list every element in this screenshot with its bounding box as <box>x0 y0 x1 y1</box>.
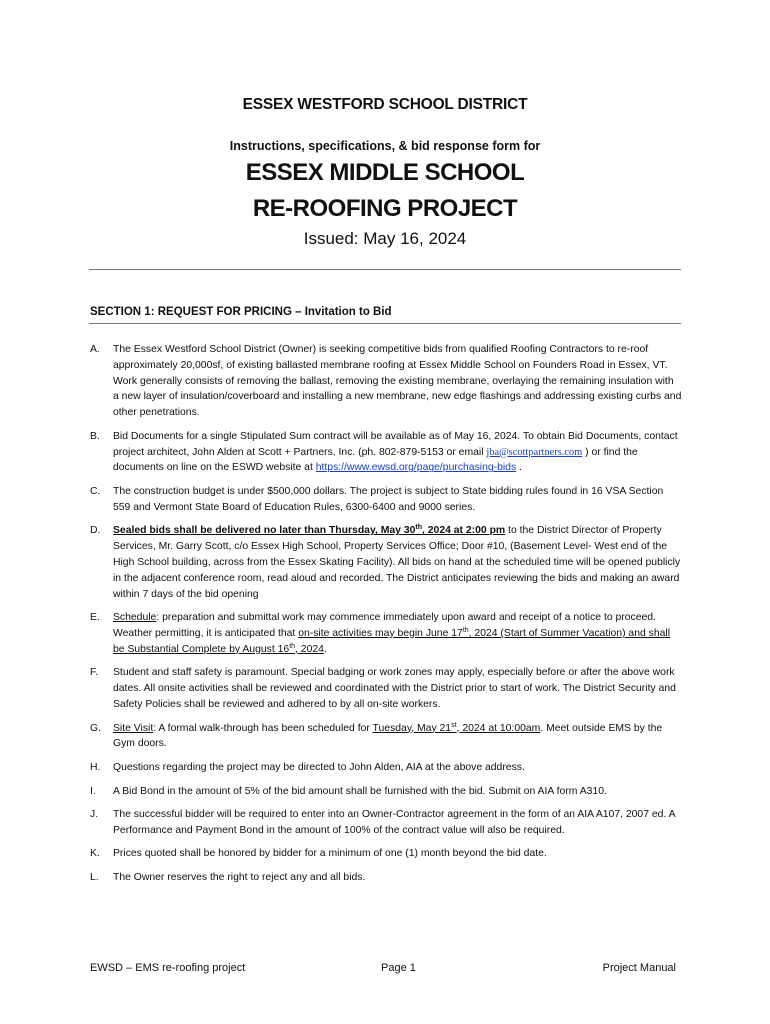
item-text: . <box>323 643 327 655</box>
item-letter: J. <box>90 809 99 821</box>
site-visit-date-part: Tuesday, May 21 <box>372 722 452 734</box>
schedule-dates-part: , 2024 <box>295 643 324 655</box>
list-item-h <box>90 760 682 776</box>
list-item-f <box>90 665 682 712</box>
ordinal-suffix: st <box>451 721 457 729</box>
bid-deadline-part: Sealed bids shall be delivered no later than Thursday, May 30 <box>113 525 416 537</box>
item-text: . Meet outside EMS by the Gym doors. <box>113 722 663 750</box>
item-text: : preparation and submittal work may commence immediately upon award and receipt of a notice to proceed. Weather permitting, it is anticipated that <box>113 612 656 639</box>
item-text: : A formal walk-through has been scheduled for <box>153 722 373 734</box>
document-subtitle: Instructions, specifications, & bid response form for <box>229 139 541 153</box>
ordinal-suffix: th <box>415 524 422 532</box>
footer-project-name: EWSD – EMS re-roofing project <box>90 962 246 974</box>
item-text: The successful bidder will be required to enter into an Owner-Contractor agreement in the form of an AIA A107, 2007 ed. A Performance and Payment Bond in the amount of 100% of the contract value will also be required. <box>113 809 675 836</box>
item-text: The Essex Westford School District (Owner) is seeking competitive bids from qualified Roofing Contractors to re-roof approximately 20,000sf, of existing ballasted membrane roofing at Essex Middle School on Founders Road in Essex, VT. Work generally consists of removing the ballast, removing the existing membrane, overlaying the remaining insulation with a new layer of insulation/coverboard and installing a new membrane, new edge flashings and addressing existing curbs and other penetrations. <box>113 344 682 419</box>
item-letter: D. <box>90 525 101 537</box>
item-text: Questions regarding the project may be directed to John Alden, AIA at the above address. <box>113 761 525 773</box>
item-text: A Bid Bond in the amount of 5% of the bid amount shall be furnished with the bid. Submit on AIA form A310. <box>113 785 607 797</box>
project-title: RE-ROOFING PROJECT <box>252 195 518 222</box>
item-text: Bid Documents for a single Stipulated Sum contract will be available as of May 16, 2024. To obtain Bid Documents, contact project architect, John Alden at Scott + Partners, Inc. (ph. 802-879-5153 or email <box>113 430 678 458</box>
list-item-a <box>90 342 682 421</box>
schedule-dates-part: on-site activities may begin June 17 <box>298 627 463 639</box>
school-title: ESSEX MIDDLE SCHOOL <box>245 159 525 186</box>
item-text: . <box>516 462 522 474</box>
ordinal-suffix: th <box>462 626 469 634</box>
bid-deadline-part: , 2024 at 2:00 pm <box>422 525 506 537</box>
item-letter: L. <box>90 872 99 884</box>
item-text: The construction budget is under $500,000 dollars. The project is subject to State bidding rules found in 16 VSA Section 559 and Vermont State Board of Education Rules, 6300-6400 and 9000 series. <box>113 485 664 513</box>
list-item-l <box>90 870 682 886</box>
email-link[interactable]: jba@scottpartners.com <box>486 446 583 458</box>
section-heading: SECTION 1: REQUEST FOR PRICING – Invitation to Bid <box>90 306 392 318</box>
item-letter: I. <box>90 785 96 797</box>
issued-date: Issued: May 16, 2024 <box>303 229 467 248</box>
district-name: ESSEX WESTFORD SCHOOL DISTRICT <box>242 96 528 113</box>
item-letter: G. <box>90 722 101 734</box>
schedule-dates-part: , 2024 (Start of Summer Vacation) and shall be Substantial Complete by August 16 <box>113 627 671 655</box>
list-item-b <box>90 429 682 476</box>
bid-instructions-list <box>90 342 682 894</box>
item-letter: E. <box>90 612 100 624</box>
item-letter: K. <box>90 848 100 860</box>
list-item-d <box>90 523 682 602</box>
item-text: Student and staff safety is paramount. Special badging or work zones may apply, especially before or after the above work dates. All onsite activities shall be reviewed and coordinated with the District prior to start of work. The District Security and Safety Policies shall be reviewed and adhered to by all on-site workers. <box>113 667 676 710</box>
site-visit-date <box>373 723 541 734</box>
ordinal-suffix: th <box>289 642 296 650</box>
item-letter: C. <box>90 485 101 497</box>
schedule-label: Schedule <box>113 612 157 624</box>
ewsd-bids-link[interactable]: https://www.ewsd.org/page/purchasing-bids <box>315 462 517 474</box>
list-item-g <box>90 721 682 753</box>
item-letter: B. <box>90 430 100 442</box>
site-visit-date-part: , 2024 at 10:00am <box>456 722 541 734</box>
list-item-c <box>90 484 682 516</box>
bid-deadline <box>113 525 505 536</box>
section-divider <box>89 323 681 324</box>
header-divider <box>89 269 681 270</box>
list-item-j <box>90 807 682 839</box>
item-text: The Owner reserves the right to reject any and all bids. <box>113 872 366 884</box>
item-text: ) or find the documents on line on the ESWD website at <box>113 446 638 474</box>
footer-document-type: Project Manual <box>602 962 676 974</box>
item-letter: F. <box>90 667 99 679</box>
list-item-i <box>90 784 682 800</box>
list-item-k <box>90 846 682 862</box>
item-text: Prices quoted shall be honored by bidder for a minimum of one (1) month beyond the bid date. <box>113 848 547 860</box>
site-visit-label: Site Visit <box>113 722 154 734</box>
item-letter: A. <box>90 344 100 355</box>
item-letter: H. <box>90 761 101 773</box>
item-text: to the District Director of Property Services, Mr. Garry Scott, c/o Essex High School, Property Services Office; Door #10, (Basement Level- West end of the High School building, across from the Essex Skating Facility). All bids on hand at the scheduled time will be opened publicly in the adjacent conference room, read aloud and recorded. The District anticipates reviewing the bids and making an award within 7 days of the bid opening <box>113 525 681 600</box>
footer-page-number: Page 1 <box>381 962 416 974</box>
list-item-e <box>90 610 682 657</box>
